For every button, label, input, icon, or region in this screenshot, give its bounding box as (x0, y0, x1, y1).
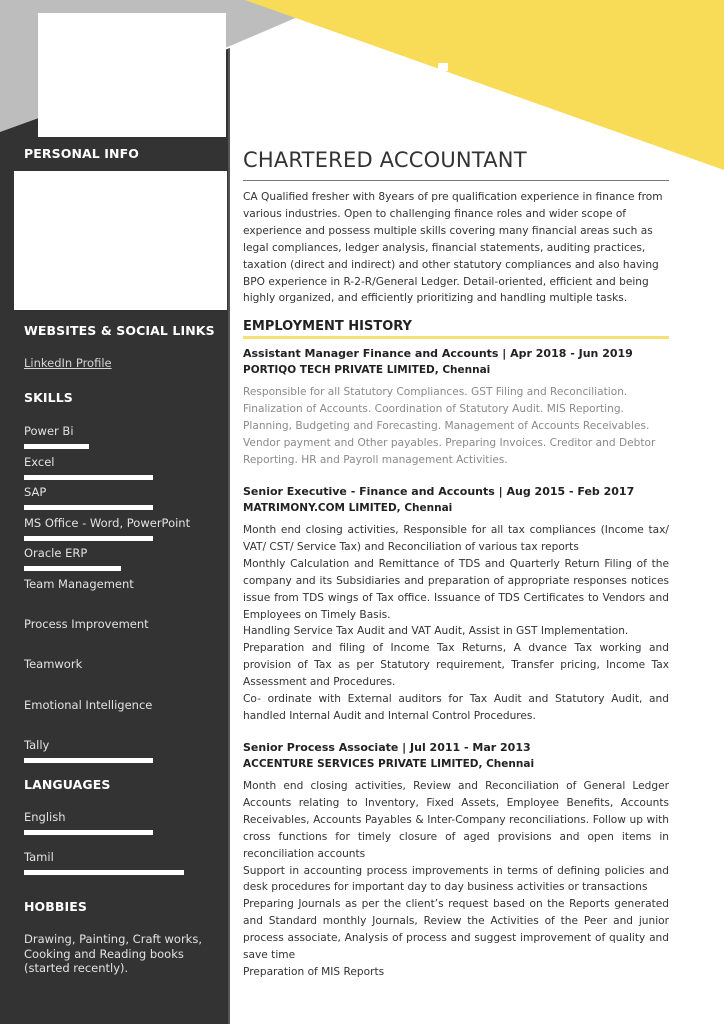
title-divider (243, 180, 669, 181)
skill-label: Tally (24, 738, 50, 752)
language-bar (24, 830, 153, 835)
job-description-line: Preparing Journals as per the client’s request based on the Reports generated and Standard monthly Journals, Review the Activities of the Peer and junior process associate, Analysis of process and suggest improvement of quality and save time (243, 898, 669, 962)
job-description-line: Handling Service Tax Audit and VAT Audit, Assist in GST Implementation. (243, 625, 629, 638)
job-title: Senior Executive - Finance and Accounts | Aug 2015 - Feb 2017 (243, 485, 635, 498)
job-description-line: Month end closing activities, Review and Reconciliation of General Ledger Accounts relating to Inventory, Fixed Assets, Employee Benefits, Accounts Receivables, Accounts Payables & Inter-Company reconciliations. Follow up with cross functions for timely closure of aged provisions and open items in reconciliation accounts (243, 780, 669, 860)
link-linkedin[interactable] (24, 356, 112, 370)
job-title: Senior Process Associate | Jul 2011 - Mar 2013 (243, 741, 531, 754)
skill-bar (24, 536, 153, 541)
skill-bar (24, 566, 121, 571)
linkedin-profile-link[interactable]: LinkedIn Profile (24, 356, 112, 370)
employment-heading: EMPLOYMENT HISTORY (243, 319, 412, 334)
job-title: Assistant Manager Finance and Accounts | Apr 2018 - Jun 2019 (243, 347, 633, 360)
websites-heading: WEBSITES & SOCIAL LINKS (24, 323, 215, 338)
skill-bar (24, 505, 153, 510)
page-title: CHARTERED ACCOUNTANT (243, 148, 527, 172)
language-label: Tamil (24, 850, 54, 864)
skill-label: Team Management (24, 577, 134, 591)
yellow-triangle (245, 0, 724, 170)
job-description-line: Monthly Calculation and Remittance of TDS and Quarterly Return Filing of the company and its Subsidiaries and preparation of appropriate responses notices issue from TDS wings of Tax office. Issuance of TDS Certificates to Vendors and Employees on Timely Basis. (243, 557, 669, 621)
job-description (243, 522, 669, 725)
skill-label: Process Improvement (24, 617, 149, 631)
language-label: English (24, 810, 66, 824)
skill-label: SAP (24, 485, 47, 499)
job-description-line: Responsible for all Statutory Compliances. GST Filing and Reconciliation. Finalization of Accounts. Coordination of Statutory Audit. MIS Reporting. Planning, Budgeting and Forecasting. Management of Accounts Receivables. Vendor payment and Other payables. Preparing Invoices. Creditor and Debtor Reporting. HR and Payroll management Activities. (243, 386, 656, 466)
job-description-line: Co- ordinate with External auditors for Tax Audit and Statutory Audit, and handled Internal Audit and Internal Control Procedures. (243, 693, 669, 722)
languages-heading: LANGUAGES (24, 777, 111, 792)
personal-info-heading: PERSONAL INFO (24, 146, 139, 161)
skills-heading: SKILLS (24, 390, 73, 405)
job-company: PORTIQO TECH PRIVATE LIMITED, Chennai (243, 364, 491, 376)
job-description-line: Month end closing activities, Responsible for all tax compliances (Income tax/ VAT/ CST/ Service Tax) and Reconciliation of various tax reports (243, 524, 669, 553)
profile-photo-placeholder (38, 13, 226, 137)
skill-label: Oracle ERP (24, 546, 88, 560)
skill-label: Teamwork (24, 657, 83, 671)
hobbies-text: Drawing, Painting, Craft works, Cooking and Reading books (started recently). (24, 932, 202, 975)
job-description (243, 778, 669, 981)
job-description-line: Preparation of MIS Reports (243, 965, 385, 978)
skill-label: MS Office - Word, PowerPoint (24, 516, 191, 530)
job-entry (243, 485, 669, 725)
job-company: MATRIMONY.COM LIMITED, Chennai (243, 502, 453, 514)
skill-bar (24, 444, 89, 449)
job-description-line: Preparation and filing of Income Tax Returns, A dvance Tax working and provision of Tax as per Statutory requirement, Transfer pricing, Income Tax Assessment and Procedures. (243, 642, 669, 689)
job-description-line: Support in accounting process improvements in terms of defining policies and desk procedures for important day to day business activities or transactions (243, 864, 669, 894)
job-entry (243, 741, 669, 981)
personal-info-box (14, 171, 227, 310)
hobbies-heading: HOBBIES (24, 899, 88, 914)
language-bar (24, 870, 184, 875)
job-description (243, 384, 669, 469)
job-company: ACCENTURE SERVICES PRIVATE LIMITED, Chennai (243, 758, 535, 770)
skill-label: Power Bi (24, 424, 74, 438)
skill-label: Excel (24, 455, 55, 469)
white-notch (438, 63, 448, 71)
job-entry (243, 347, 669, 469)
skill-label: Emotional Intelligence (24, 698, 153, 712)
skill-bar (24, 758, 153, 763)
employment-divider (243, 336, 669, 339)
profile-summary: CA Qualified fresher with 8years of pre qualification experience in finance from various industries. Open to challenging finance roles and wider scope of experience and possess multiple skills covering many financial areas such as legal compliances, ledger analysis, financial statements, auditing practices, taxation (direct and indirect) and other statutory compliances and also having BPO experience in R-2-R/General Ledger. Detail-oriented, efficient and being highly organized, and efficiently prioritizing and handling multiple tasks. (243, 191, 663, 305)
skill-bar (24, 475, 153, 480)
